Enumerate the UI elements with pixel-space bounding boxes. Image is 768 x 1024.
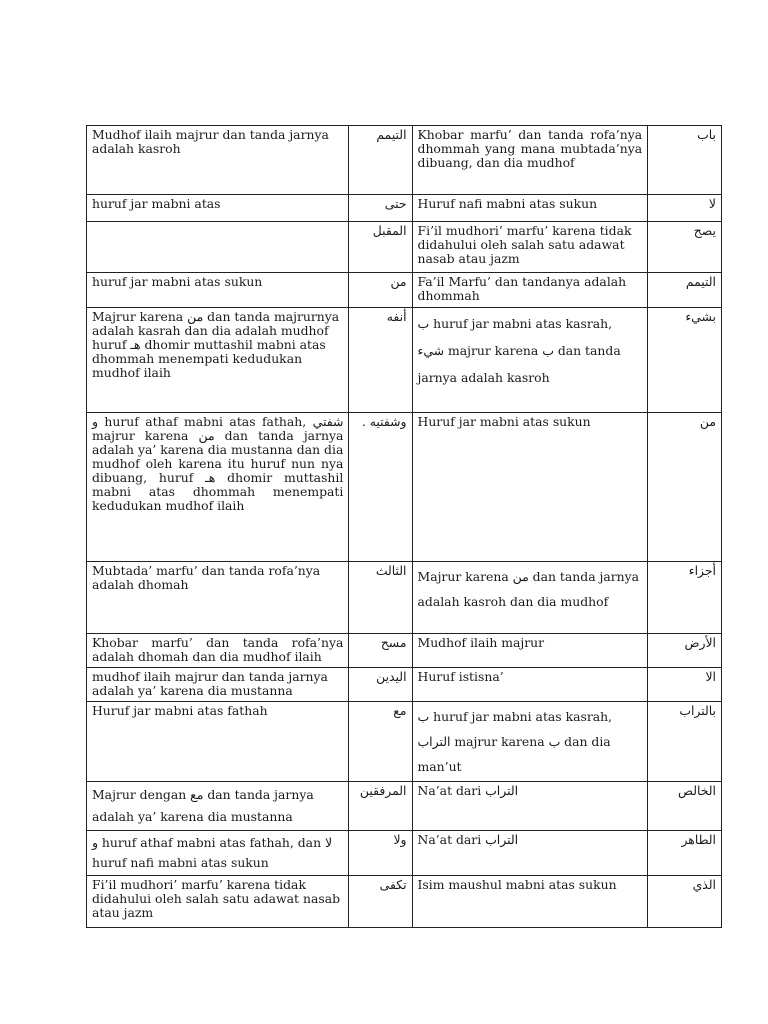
desc-right-cell: Mudhof ilaih majrur	[412, 634, 648, 668]
desc-left-cell: Mudhof ilaih majrur dan tanda jarnya adalah kasroh	[87, 126, 349, 195]
table-row	[87, 126, 722, 195]
arabic-word-right-cell: الطاهر	[648, 831, 722, 876]
desc-right-cell: Fa’il Marfu’ dan tandanya adalah dhommah	[412, 273, 648, 308]
table-row	[87, 222, 722, 273]
desc-left-cell: Huruf jar mabni atas fathah	[87, 702, 349, 782]
table-row	[87, 876, 722, 928]
arabic-word-right-cell: من	[648, 413, 722, 562]
arabic-word-right-cell: أجزاء	[648, 562, 722, 634]
desc-right-cell: ب huruf jar mabni atas kasrah, التراب majrur karena ب dan dia man’ut	[412, 702, 648, 782]
arabic-word-left-cell: مع	[349, 702, 412, 782]
arabic-word-left-cell: التيمم	[349, 126, 412, 195]
i-rab-analysis-table	[86, 125, 722, 928]
arabic-word-right-cell: يصح	[648, 222, 722, 273]
table-row	[87, 308, 722, 413]
arabic-word-left-cell: وشفتيه .	[349, 413, 412, 562]
table-row	[87, 273, 722, 308]
desc-left-cell	[87, 222, 349, 273]
arabic-word-right-cell: بشيء	[648, 308, 722, 413]
arabic-word-left-cell: المقبل	[349, 222, 412, 273]
table-row	[87, 195, 722, 222]
table-row	[87, 413, 722, 562]
arabic-word-left-cell: حتى	[349, 195, 412, 222]
desc-right-cell: Huruf jar mabni atas sukun	[412, 413, 648, 562]
desc-left-cell: و huruf athaf mabni atas fathah, شفتي majrur karena من dan tanda jarnya adalah ya’ karena dia mustanna dan dia mudhof oleh karena itu huruf nun nya dibuang, huruf هـ dhomir muttashil mabni atas dhommah menempati kedudukan mudhof ilaih	[87, 413, 349, 562]
desc-right-cell: Na’at dari التراب	[412, 782, 648, 831]
desc-right-cell: Huruf nafi mabni atas sukun	[412, 195, 648, 222]
arabic-word-left-cell: المرفقين	[349, 782, 412, 831]
table-row	[87, 634, 722, 668]
table-row	[87, 562, 722, 634]
arabic-word-right-cell: الا	[648, 668, 722, 702]
arabic-word-right-cell: لا	[648, 195, 722, 222]
arabic-word-left-cell: من	[349, 273, 412, 308]
arabic-word-right-cell: الذي	[648, 876, 722, 928]
arabic-word-right-cell: باب	[648, 126, 722, 195]
desc-right-cell: Na’at dari التراب	[412, 831, 648, 876]
desc-right-cell: ب huruf jar mabni atas kasrah, شيء majrur karena ب dan tanda jarnya adalah kasroh	[412, 308, 648, 413]
desc-left-cell: و huruf athaf mabni atas fathah, dan لا huruf nafi mabni atas sukun	[87, 831, 349, 876]
table-row	[87, 782, 722, 831]
arabic-word-right-cell: بالتراب	[648, 702, 722, 782]
desc-right-cell: Isim maushul mabni atas sukun	[412, 876, 648, 928]
desc-right-cell: Fi’il mudhori’ marfu’ karena tidak didahului oleh salah satu adawat nasab atau jazm	[412, 222, 648, 273]
desc-left-cell: Mubtada’ marfu’ dan tanda rofa’nya adalah dhomah	[87, 562, 349, 634]
desc-left-cell: mudhof ilaih majrur dan tanda jarnya adalah ya’ karena dia mustanna	[87, 668, 349, 702]
arabic-word-left-cell: مسح	[349, 634, 412, 668]
desc-left-cell: huruf jar mabni atas	[87, 195, 349, 222]
arabic-word-right-cell: الخالص	[648, 782, 722, 831]
desc-right-cell: Khobar marfu’ dan tanda rofa’nya dhommah yang mana mubtada’nya dibuang, dan dia mudhof	[412, 126, 648, 195]
arabic-word-left-cell: تكفى	[349, 876, 412, 928]
table-row	[87, 702, 722, 782]
arabic-word-left-cell: أنفه	[349, 308, 412, 413]
desc-right-cell: Huruf istisna’	[412, 668, 648, 702]
desc-left-cell: Khobar marfu’ dan tanda rofa’nya adalah dhomah dan dia mudhof ilaih	[87, 634, 349, 668]
desc-right-cell: Majrur karena من dan tanda jarnya adalah kasroh dan dia mudhof	[412, 562, 648, 634]
arabic-word-right-cell: الأرض	[648, 634, 722, 668]
arabic-word-left-cell: الثالث	[349, 562, 412, 634]
arabic-word-left-cell: اليدين	[349, 668, 412, 702]
desc-left-cell: Fi’il mudhori’ marfu’ karena tidak didahului oleh salah satu adawat nasab atau jazm	[87, 876, 349, 928]
table-row	[87, 668, 722, 702]
desc-left-cell: Majrur dengan مع dan tanda jarnya adalah ya’ karena dia mustanna	[87, 782, 349, 831]
desc-left-cell: Majrur karena من dan tanda majrurnya adalah kasrah dan dia adalah mudhof huruf هـ dhomir muttashil mabni atas dhommah menempati kedudukan mudhof ilaih	[87, 308, 349, 413]
table-row	[87, 831, 722, 876]
arabic-word-left-cell: ولا	[349, 831, 412, 876]
desc-left-cell: huruf jar mabni atas sukun	[87, 273, 349, 308]
arabic-word-right-cell: التيمم	[648, 273, 722, 308]
